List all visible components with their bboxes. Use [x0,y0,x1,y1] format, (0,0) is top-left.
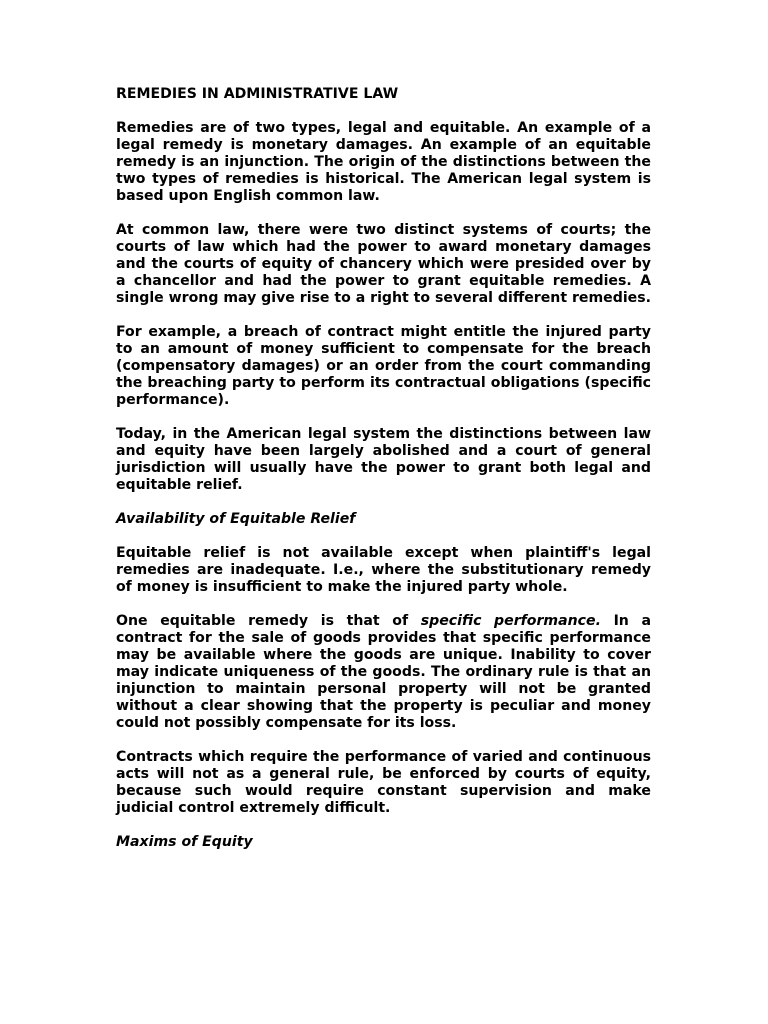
paragraph-remedy-types: Remedies are of two types, legal and equitable. An example of a legal remedy is monetary damages. An example of an equitable remedy is an injunction. The origin of the distinctions between the two types of remedies is historical. The American legal system is based upon English common law. [116,120,651,204]
paragraph-breach-example: For example, a breach of contract might entitle the injured party to an amount of money sufficient to compensate for the breach (compensatory damages) or an order from the court commanding the breaching party to perform its contractual obligations (specific performance). [116,324,651,408]
specific-performance-term: specific performance. [420,613,601,629]
paragraph-specific-performance-lead: One equitable remedy is that of [116,613,421,629]
document-title: REMEDIES IN ADMINISTRATIVE LAW [116,86,399,102]
heading-maxims-of-equity: Maxims of Equity [116,834,253,850]
heading-availability-equitable-relief: Availability of Equitable Relief [116,511,356,527]
paragraph-modern-system: Today, in the American legal system the distinctions between law and equity have been largely abolished and a court of general jurisdiction will usually have the power to grant both legal and equitable relief. [116,426,651,493]
paragraph-specific-performance-body: In a contract for the sale of goods provides that specific performance may be available where the goods are unique. Inability to cover may indicate uniqueness of the goods. The ordinary rule is that an injunction to maintain personal property will not be granted without a clear showing that the property is peculiar and money could not possibly compensate for its loss. [116,613,651,731]
paragraph-common-law-courts: At common law, there were two distinct systems of courts; the courts of law which had the power to award monetary damages and the courts of equity of chancery which were presided over by a chancellor and had the power to grant equitable remedies. A single wrong may give rise to a right to several different remedies. [116,222,651,306]
paragraph-continuous-acts: Contracts which require the performance of varied and continuous acts will not as a general rule, be enforced by courts of equity, because such would require constant supervision and make judicial control extremely difficult. [116,749,651,816]
paragraph-specific-performance [116,613,651,732]
paragraph-equitable-relief: Equitable relief is not available except when plaintiff's legal remedies are inadequate. I.e., where the substitutionary remedy of money is insufficient to make the injured party whole. [116,545,651,595]
document-page [116,86,651,868]
